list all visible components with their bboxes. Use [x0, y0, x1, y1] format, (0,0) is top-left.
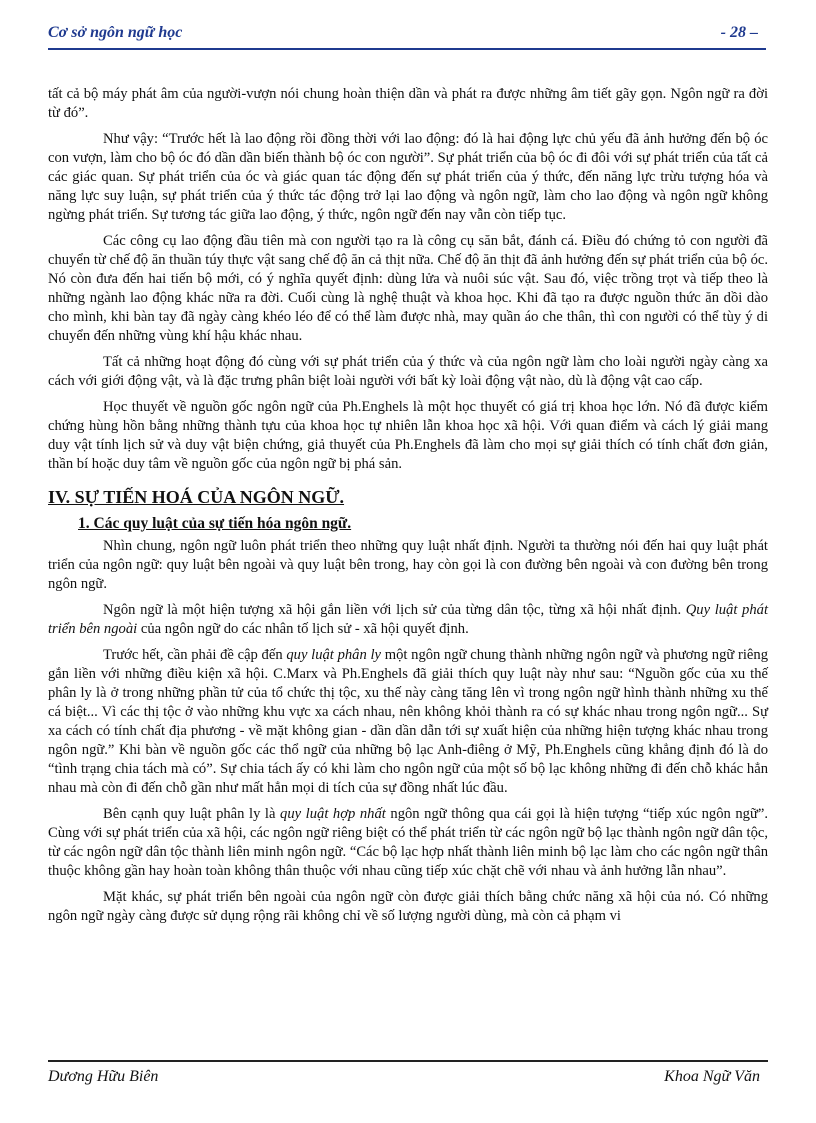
header-title: Cơ sở ngôn ngữ học	[48, 24, 183, 41]
section-heading: IV. SỰ TIẾN HOÁ CỦA NGÔN NGỮ.	[48, 487, 345, 507]
document-body	[48, 85, 768, 933]
emphasis-term: Quy luật phát triển bên ngoài	[48, 602, 769, 637]
text-run: một ngôn ngữ chung thành những ngôn ngữ và phương ngữ riêng gắn liền với những điều kiện xã hội. C.Marx và Ph.Enghels đã giải thích quy luật này như sau: “Nguồn gốc của xu thế phân ly là ở trong những phần tử của tổ chức thị tộc, xu thế này càng tăng lên vì trong ngôn ngữ hình thành những xu thế cá biệt... Vì các thị tộc ở vào những khu vực xa cách nhau, nên không khỏi thành ra có sự khác nhau trong ngôn ngữ... Sự xa cách có tính chất địa phương - về mặt không gian - dần dần dẫn tới sự xuất hiện của những hiện tượng khác nhau trong ngôn ngữ.” Khi bàn về nguồn gốc các thổ ngữ của những bộ lạc Anh-điêng ở Mỹ, Ph.Enghels cũng khẳng định đó là do “tình trạng chia tách mà có”. Sự chia tách ấy có khi làm cho ngôn ngữ của một số bộ lạc không những đi đến chỗ khác hẳn nhau mà còn đi đến chỗ gần như mất hẳn mọi di tích của sự đồng nhất lúc đầu.	[48, 647, 768, 796]
footer-department: Khoa Ngữ Văn	[664, 1068, 760, 1085]
emphasis-term: quy luật phân ly	[286, 647, 382, 663]
text-run: Ngôn ngữ là một hiện tượng xã hội gắn liền với lịch sử của từng dân tộc, từng xã hội nhất định.	[103, 602, 686, 618]
paragraph: Như vậy: “Trước hết là lao động rồi đồng thời với lao động: đó là hai động lực chủ yếu đã ảnh hưởng đến bộ óc con vượn, làm cho bộ óc đó dần dần biến thành bộ óc con người”. Sự phát triển của bộ óc đi đôi với sự phát triển của tất cả các giác quan. Sự phát triển của óc và giác quan tác động đến sự phát triển của ý thức, đến năng lực trừu tượng hóa và năng lực suy luận, sự phát triển của ý thức tác động trở lại lao động và ngôn ngữ, làm cho lao động và ngôn ngữ không ngừng phát triển. Sự tương tác giữa lao động, ý thức, ngôn ngữ đến nay vẫn còn tiếp tục.	[48, 131, 768, 223]
paragraph	[48, 805, 768, 881]
paragraph: Mặt khác, sự phát triển bên ngoài của ngôn ngữ còn được giải thích bằng chức năng xã hội của nó. Có những ngôn ngữ ngày càng được sử dụng rộng rãi không chỉ về số lượng người dùng, mà còn cả phạm vi	[48, 889, 768, 924]
text-run: Bên cạnh quy luật phân ly là	[103, 806, 281, 822]
page-header	[48, 22, 766, 50]
text-run: của ngôn ngữ do các nhân tố lịch sử - xã hội quyết định.	[137, 621, 469, 637]
footer-divider	[48, 1060, 768, 1062]
emphasis-term: quy luật hợp nhất	[280, 806, 386, 822]
paragraph: Nhìn chung, ngôn ngữ luôn phát triển theo những quy luật nhất định. Người ta thường nói đến hai quy luật phát triển của ngôn ngữ: quy luật bên ngoài và quy luật bên trong, hay còn gọi là con đường bên ngoài và con đường bên trong ngôn ngữ.	[48, 538, 768, 592]
subsection-heading: 1. Các quy luật của sự tiến hóa ngôn ngữ.	[78, 515, 352, 532]
paragraph: Tất cả những hoạt động đó cùng với sự phát triển của ý thức và của ngôn ngữ làm cho loài người ngày càng xa cách với giới động vật, và là đặc trưng phân biệt loài người với bất kỳ loài động vật nào, dù là động vật cao cấp.	[48, 354, 768, 389]
paragraph	[48, 601, 768, 639]
paragraph: Các công cụ lao động đầu tiên mà con người tạo ra là công cụ săn bắt, đánh cá. Điều đó chứng tỏ con người đã chuyển từ chế độ ăn thuần túy thực vật sang chế độ ăn cả thịt nữa. Chế độ ăn thịt đã ảnh hưởng đến sự phát triển của bộ óc. Nó còn đưa đến hai tiến bộ mới, có ý nghĩa quyết định: dùng lửa và nuôi súc vật. Sau đó, việc trồng trọt và tiếp theo là những ngành lao động khác nữa ra đời. Cuối cùng là nghệ thuật và khoa học. Khi đã tạo ra được nguồn thức ăn dồi dào cho mình, khi bàn tay đã ngày càng khéo léo để có thể làm được nhà, may quần áo che thân, thì con người có thể tùy ý di chuyển đến những vùng khí hậu khác nhau.	[48, 233, 768, 344]
footer-author: Dương Hữu Biên	[48, 1068, 159, 1085]
paragraph: tất cả bộ máy phát âm của người-vượn nói chung hoàn thiện dần và phát ra được những âm tiết gãy gọn. Ngôn ngữ ra đời từ đó”.	[48, 86, 768, 121]
page-number: - 28 –	[720, 24, 758, 41]
text-run: ngôn ngữ thông qua cái gọi là hiện tượng “tiếp xúc ngôn ngữ”. Cùng với sự phát triển của xã hội, các ngôn ngữ riêng biệt có thể phát triển từ các ngôn ngữ bộ lạc thành ngôn ngữ dân tộc, từ các ngôn ngữ dân tộc thành liên minh ngôn ngữ. “Các bộ lạc hợp nhất thành liên minh bộ lạc làm cho các ngôn ngữ thân thuộc không gần hay hoàn toàn không thân thuộc với nhau cũng tiếp xúc chặt chẽ với nhau và ảnh hưởng lẫn nhau”.	[48, 806, 768, 879]
paragraph: Học thuyết về nguồn gốc ngôn ngữ của Ph.Enghels là một học thuyết có giá trị khoa học lớn. Nó đã được kiểm chứng hùng hồn bằng những thành tựu của khoa học tự nhiên lẫn khoa học xã hội. Với quan điểm và cách lý giải mang duy vật tính lịch sử và duy vật biện chứng, giả thuyết của Ph.Enghels đã làm cho mọi sự giải thích có tính chất đơn giản, thần bí hoặc duy tâm về nguồn gốc của ngôn ngữ bị phá sản.	[48, 399, 768, 472]
paragraph	[48, 646, 768, 798]
text-run: Trước hết, cần phải đề cập đến	[103, 647, 287, 663]
